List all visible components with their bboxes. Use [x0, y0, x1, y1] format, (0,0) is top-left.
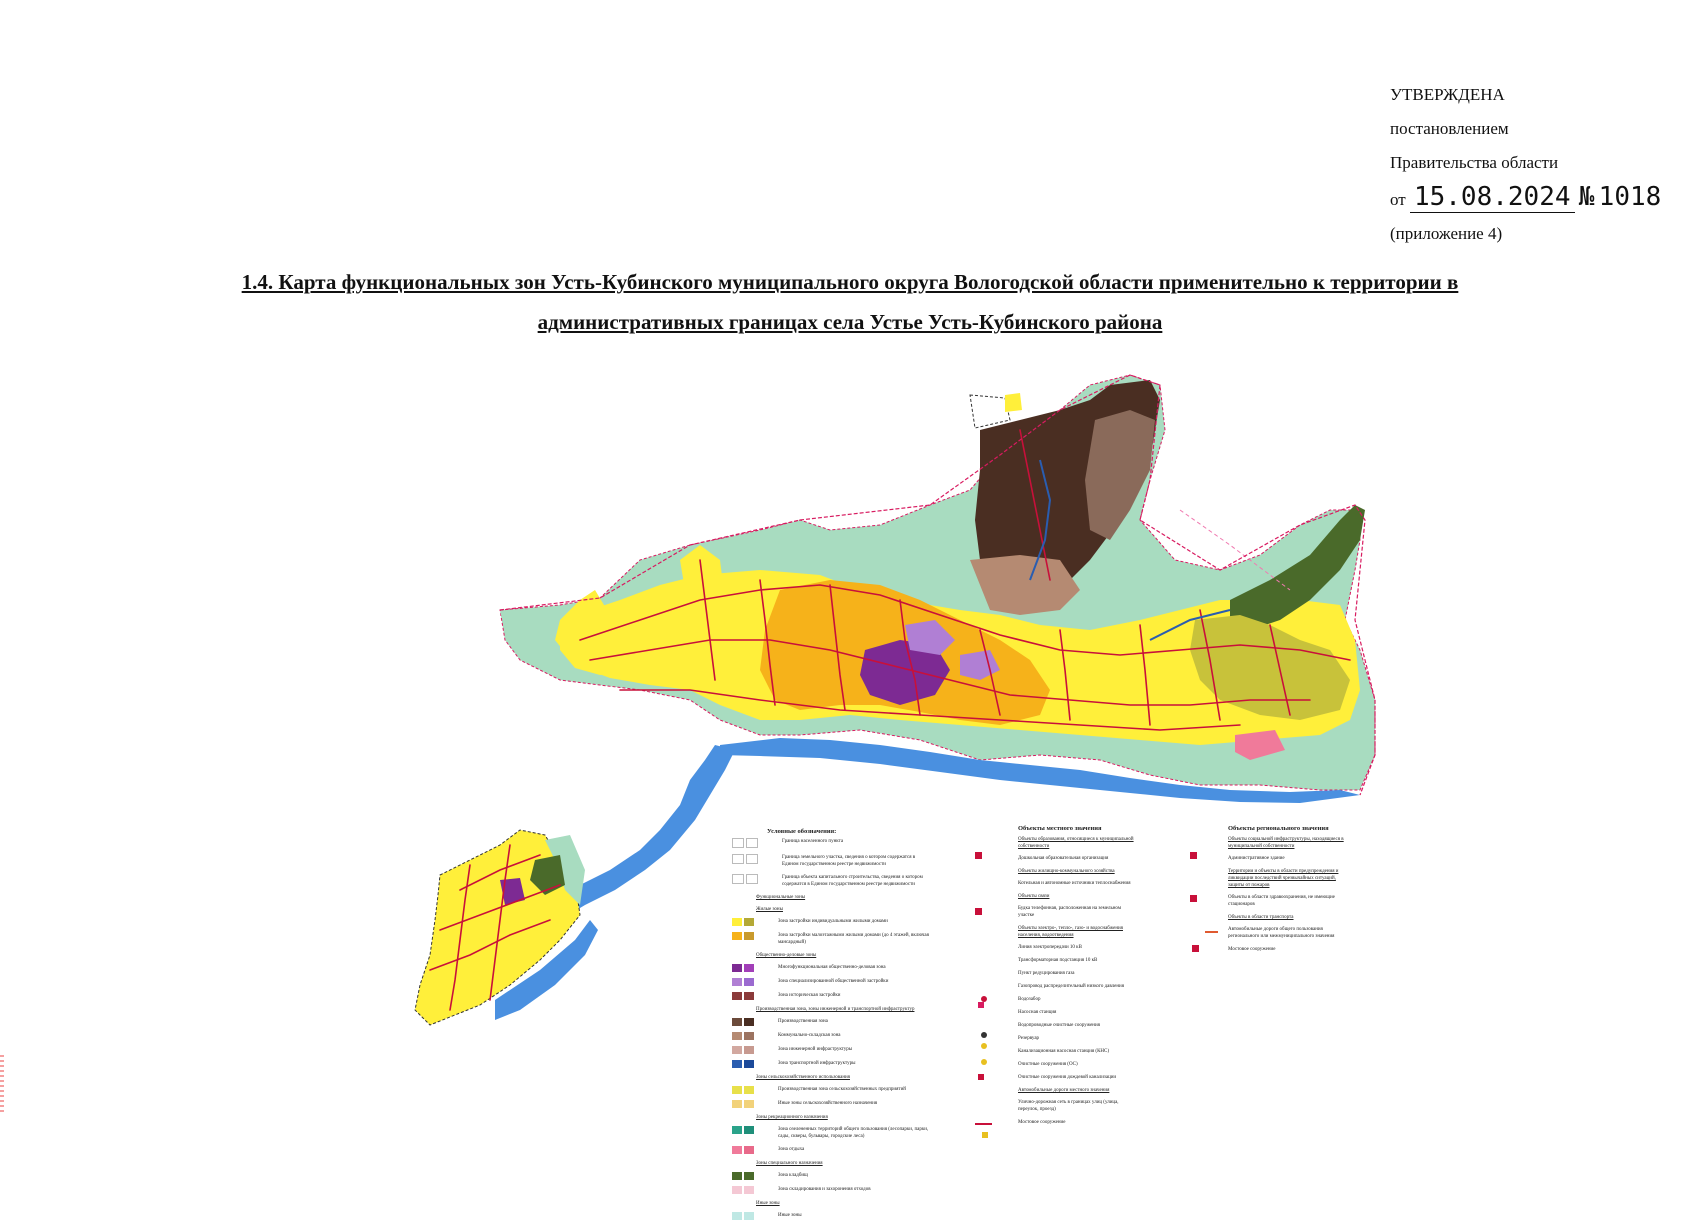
- legend-item: [1018, 880, 1138, 887]
- legend-item: [732, 1046, 932, 1054]
- legend-swatch: [744, 1186, 754, 1194]
- legend-item: [732, 1060, 932, 1068]
- legend-item-label: Иные зоны: [778, 1213, 802, 1218]
- legend-heading: Условные обозначения:: [767, 828, 837, 835]
- legend-swatch: [744, 1032, 754, 1040]
- legend-item: [1018, 1035, 1138, 1042]
- legend-group-title: Территории и объекты в области предупреждения и ликвидации последствий чрезвычайных ситуаций, защиты от пожаров: [1228, 869, 1339, 888]
- legend-group-title: Объекты социальной инфраструктуры, находящиеся в муниципальной собственности: [1228, 837, 1344, 849]
- zone-other-north: [970, 395, 1010, 428]
- legend-item: [732, 1146, 932, 1154]
- legend-swatch: [732, 1032, 742, 1040]
- legend-item: [1228, 855, 1348, 862]
- legend-swatch: [744, 1126, 754, 1134]
- legend-item-label: Зона инженерной инфраструктуры: [778, 1047, 853, 1052]
- legend-item-label: Улично-дорожная сеть в границах улиц (улица, переулок, проезд): [1018, 1100, 1119, 1112]
- legend-group-title: Автомобильные дороги местного значения: [1018, 1088, 1110, 1093]
- approval-number-sign: №: [1578, 182, 1595, 212]
- approval-number: 1018: [1598, 182, 1662, 212]
- legend-item-label: Резервуар: [1018, 1036, 1040, 1041]
- approval-date-prefix: от: [1390, 190, 1406, 209]
- legend-group-title: Жилые зоны: [756, 907, 783, 912]
- legend-swatch: [732, 1046, 742, 1054]
- legend-swatch: [746, 874, 758, 884]
- legend-item-label: Линия электропередачи 10 кВ: [1018, 945, 1082, 950]
- legend-item-label: Коммунально-складская зона: [778, 1033, 841, 1038]
- title-line-1: 1.4. Карта функциональных зон Усть-Кубинского муниципального округа Вологодской области применительно к территории в: [241, 270, 1459, 294]
- legend-item: [1018, 905, 1138, 919]
- legend-swatch: [732, 1212, 742, 1220]
- legend-item-label: Зона специализированной общественной застройки: [778, 979, 889, 984]
- legend-item: [732, 838, 932, 848]
- legend-item: [1228, 894, 1348, 908]
- legend-swatch: [744, 992, 754, 1000]
- legend-column-2: [1018, 825, 1138, 1132]
- legend-swatch: [732, 854, 744, 864]
- legend-swatch: [732, 1086, 742, 1094]
- legend-item-label: Производственная зона сельскохозяйственных предприятий: [778, 1087, 906, 1092]
- legend-item-label: Котельная и автономные источники теплоснабжения: [1018, 881, 1131, 886]
- legend-swatch: [744, 978, 754, 986]
- legend-swatch: [732, 932, 742, 940]
- legend-swatch: [744, 918, 754, 926]
- legend-swatch: [744, 1172, 754, 1180]
- legend-group-title: Объекты образования, относящиеся к муниципальной собственности: [1018, 837, 1134, 849]
- legend-item-label: Зона застройки малоэтажными жилыми домами (до 4 этажей, включая мансардный): [778, 933, 929, 945]
- legend-item-label: Граница земельного участка, сведения о котором содержатся в Едином государственном реестре недвижимости: [782, 855, 916, 867]
- legend-item: [732, 1100, 932, 1108]
- legend-item-label: Объекты в области здравоохранения, не имеющие стационаров: [1228, 895, 1335, 907]
- approval-appendix: (приложение 4): [1390, 224, 1503, 243]
- approval-decree: постановлением: [1390, 119, 1509, 138]
- legend-item: [1018, 944, 1138, 951]
- legend-item-label: Зона кладбищ: [778, 1173, 808, 1178]
- legend-item: [732, 918, 932, 926]
- zone-residential-north-tip: [1005, 393, 1022, 412]
- legend-item: [732, 1018, 932, 1026]
- legend-item-label: Канализационная насосная станция (КНС): [1018, 1049, 1110, 1054]
- legend-item: [1228, 926, 1348, 940]
- legend-swatch: [744, 1100, 754, 1108]
- legend-item-label: Производственная зона: [778, 1019, 828, 1024]
- legend-group-title: Зоны сельскохозяйственного использования: [756, 1075, 850, 1080]
- legend-group-title: Зоны рекреационного назначения: [756, 1115, 828, 1120]
- legend-item-label: Зона складирования и захоронения отходов: [778, 1187, 871, 1192]
- legend-section: Функциональные зоны: [756, 895, 806, 900]
- legend-item-label: Граница объекта капитального строительства, сведения о котором содержатся в Едином государственном реестре недвижимости: [782, 875, 923, 887]
- approval-title: УТВЕРЖДЕНА: [1390, 85, 1505, 104]
- legend-item-label: Зона застройки индивидуальными жилыми домами: [778, 919, 888, 924]
- legend-swatch: [732, 1146, 742, 1154]
- legend-swatch: [732, 1186, 742, 1194]
- legend-item: [732, 874, 932, 888]
- legend-item: [1018, 1022, 1138, 1029]
- legend-item-label: Газопровод распределительный низкого давления: [1018, 984, 1125, 989]
- legend-swatch: [732, 1100, 742, 1108]
- legend-swatch: [744, 932, 754, 940]
- legend-item: [732, 1032, 932, 1040]
- legend-item: [732, 1212, 932, 1220]
- legend-swatch: [744, 1212, 754, 1220]
- legend-item-label: Водопроводные очистные сооружения: [1018, 1023, 1100, 1028]
- legend-heading-regional: Объекты регионального значения: [1228, 825, 1329, 832]
- legend-item: [732, 932, 932, 946]
- legend-swatch: [744, 964, 754, 972]
- legend-item-label: Зона историческая застройки: [778, 993, 841, 998]
- legend-item-label: Граница населенного пункта: [782, 839, 844, 844]
- legend-item: [1018, 855, 1138, 862]
- legend-item: [1018, 970, 1138, 977]
- legend-item: [732, 992, 932, 1000]
- legend-swatch: [744, 1046, 754, 1054]
- legend-swatch: [732, 1172, 742, 1180]
- legend-item-label: Иные зоны сельскохозяйственного назначения: [778, 1101, 878, 1106]
- legend-item: [732, 1172, 932, 1180]
- legend-item-label: Очистные сооружения дождевой канализации: [1018, 1075, 1117, 1080]
- legend-group-title: Объекты связи: [1018, 894, 1050, 899]
- legend-item: [1018, 996, 1138, 1003]
- legend-swatch: [746, 854, 758, 864]
- legend-item-label: Водозабор: [1018, 997, 1041, 1002]
- legend-item: [1018, 1009, 1138, 1016]
- legend-item-label: Зона отдыха: [778, 1147, 805, 1152]
- legend-item-label: Дошкольная образовательная организация: [1018, 856, 1109, 861]
- legend-item-label: Административное здание: [1228, 856, 1285, 861]
- legend-group-title: Иные зоны: [756, 1201, 780, 1206]
- legend-swatch: [732, 838, 744, 848]
- legend-item: [732, 854, 932, 868]
- legend-item: [732, 1086, 932, 1094]
- legend-item: [1018, 1048, 1138, 1055]
- legend-swatch: [744, 1146, 754, 1154]
- legend-item-label: Зона транспортной инфраструктуры: [778, 1061, 856, 1066]
- legend-swatch: [744, 1086, 754, 1094]
- legend-swatch: [732, 918, 742, 926]
- legend-column-1: [732, 828, 932, 1226]
- legend-item-label: Очистные сооружения (ОС): [1018, 1062, 1078, 1067]
- legend-swatch: [744, 1018, 754, 1026]
- zone-communal-north: [1085, 410, 1155, 540]
- legend-group-title: Общественно-деловые зоны: [756, 953, 817, 958]
- legend-item: [732, 978, 932, 986]
- title-line-2: административных границах села Устье Усть-Кубинского района: [537, 310, 1163, 334]
- legend-item: [1018, 1099, 1138, 1113]
- legend-group-title: Зоны специального назначения: [756, 1161, 823, 1166]
- legend-group-title: Объекты жилищно-коммунального хозяйства: [1018, 869, 1115, 874]
- legend-item-label: Пункт редуцирования газа: [1018, 971, 1075, 976]
- legend-swatch: [732, 1126, 742, 1134]
- legend-swatch: [732, 874, 744, 884]
- legend-item: [732, 964, 932, 972]
- legend-swatch: [732, 1060, 742, 1068]
- legend-item: [1018, 1074, 1138, 1081]
- approval-date: 15.08.2024: [1410, 182, 1575, 213]
- legend-swatch: [732, 1018, 742, 1026]
- approval-authority: Правительства области: [1390, 153, 1559, 172]
- legend-item-label: Зона озелененных территорий общего пользования (лесопарки, парки, сады, скверы, бульвары, городские леса): [778, 1127, 929, 1139]
- legend-item-label: Насосная станция: [1018, 1010, 1057, 1015]
- legend-item: [1018, 983, 1138, 990]
- legend-heading-local: Объекты местного значения: [1018, 825, 1102, 832]
- legend-item: [732, 1186, 932, 1194]
- legend-item: [1018, 957, 1138, 964]
- legend-group-title: Объекты электро-, тепло-, газо- и водоснабжения населения, водоотведения: [1018, 926, 1123, 938]
- legend-swatch: [732, 964, 742, 972]
- legend-item: [732, 1126, 932, 1140]
- legend-item-label: Трансформаторная подстанция 10 кВ: [1018, 958, 1098, 963]
- legend-swatch: [744, 1060, 754, 1068]
- legend-item-label: Мостовое сооружение: [1018, 1120, 1066, 1125]
- legend-group-title: Объекты в области транспорта: [1228, 915, 1294, 920]
- legend-column-3: [1228, 825, 1348, 959]
- legend-group-title: Производственная зона, зоны инженерной и транспортной инфраструктур: [756, 1007, 915, 1012]
- legend-swatch: [746, 838, 758, 848]
- legend-item-label: Будка телефонная, расположенная на земельном участке: [1018, 906, 1121, 918]
- legend-swatch: [732, 978, 742, 986]
- legend-item-label: Автомобильные дороги общего пользования регионального или межмуниципального значения: [1228, 927, 1335, 939]
- scan-edge-marks: [0, 1055, 4, 1115]
- legend-swatch: [732, 992, 742, 1000]
- legend-item: [1228, 946, 1348, 953]
- legend-item-label: Мостовое сооружение: [1228, 947, 1276, 952]
- legend-item-label: Многофункциональная общественно-деловая зона: [778, 965, 886, 970]
- legend-item: [1018, 1061, 1138, 1068]
- legend-item: [1018, 1119, 1138, 1126]
